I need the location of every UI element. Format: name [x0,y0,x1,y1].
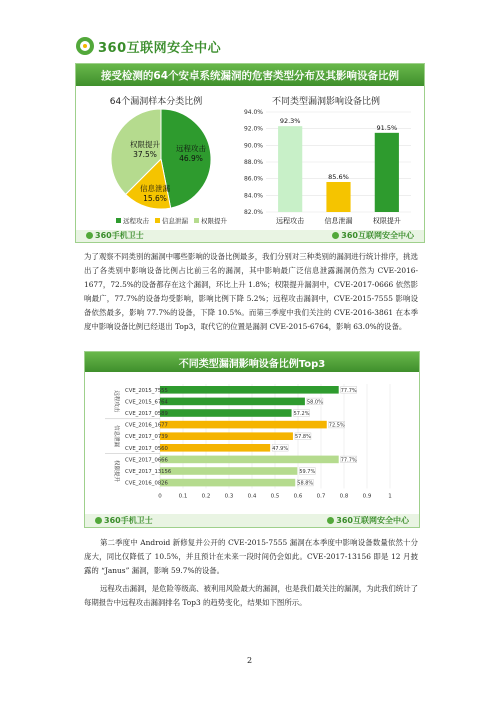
figure-1-banner: 接受检测的64个安卓系统漏洞的危害类型分布及其影响设备比例 [76,64,424,86]
x-tick-label: 1 [388,493,392,500]
bar [160,444,270,452]
y-tick-label: 90.0% [243,142,263,150]
x-tick-label: 0.9 [362,493,372,500]
bar [375,133,399,212]
footer-logo-right-2: 360互联网安全中心 [327,515,409,526]
bar-value-label: 85.6% [328,173,349,181]
y-category-label: CVE_2015_7555 [125,387,168,394]
bar [160,456,339,464]
legend-label-priv: 权限提升 [201,217,227,225]
header-logo [76,36,221,56]
x-tick-label: 0 [158,493,162,500]
y-category-label: CVE_2015_6764 [125,399,168,406]
y-tick-label: 84.0% [243,192,263,200]
bar [326,182,350,212]
y-category-label: CVE_2017_13156 [125,469,172,475]
bar-value-label: 58.0% [306,399,323,406]
figure-1 [75,63,425,243]
x-tick-label: 0.5 [270,493,280,500]
bar [160,479,295,487]
bar-value-label: 57.8% [294,434,311,441]
bar-value-label: 72.5% [328,422,345,429]
y-category-label: CVE_2017_0739 [125,434,168,441]
footer-logo-left-2: 360手机卫士 [95,515,153,526]
x-category-label: 远程攻击 [276,217,305,225]
bar [160,467,297,475]
x-tick-label: 0.8 [339,493,349,500]
x-tick-label: 0.3 [224,493,234,500]
bar [278,126,302,212]
bar [160,398,305,406]
bar-value-label: 59.7% [299,469,316,475]
footer-logo-left: 360手机卫士 [86,230,144,241]
page-number: 2 [246,656,253,665]
brand-name: 360互联网安全中心 [98,40,222,56]
y-tick-label: 94.0% [243,109,263,116]
paragraph-3: 远程攻击漏洞，是危险等级高、被利用风险最大的漏洞，也是我们最关注的漏洞，为此我们统计了每期报告中远程攻击漏洞排名 Top3 的趋势变化，结果如下图所示。 [84,584,418,607]
legend-label-remote: 远程攻击 [123,217,149,225]
legend-label-leak: 信息泄漏 [162,217,188,225]
pie-label-remote: 远程攻击 46.9% [176,144,206,163]
pie-title: 64个漏洞样本分类比例 [109,97,203,107]
bar-title: 不同类型漏洞影响设备比例 [271,97,380,107]
brand-dot-icon [95,517,102,524]
bar-value-label: 47.9% [272,445,289,452]
legend-swatch-remote [116,218,121,223]
x-tick-label: 0.6 [293,493,303,500]
pie-label-leak: 信息泄漏 15.6% [140,184,170,203]
y-tick-label: 82.0% [243,209,263,216]
bar-value-label: 91.5% [376,123,398,132]
paragraph-2: 第二季度中 Android 新修复并公开的 CVE-2015-7555 漏洞在本季度中影响设备数量依然十分庞大，同比仅降低了 10.5%，并且预计在未来一段时间仍会如此。CVE-2017-13156 即是 12 月披露的 “Janus” 漏洞，影响 59.7%的设备。 [84,538,418,575]
x-category-label: 权限提升 [372,217,401,225]
brand-logo-icon [76,37,94,55]
bar-chart [231,107,421,232]
paragraph-1: 为了观察不同类别的漏洞中哪些影响的设备比例最多，我们分别对三种类别的漏洞进行统计排序，挑选出了各类别中影响设备比例占比前三名的漏洞，其中影响最广泛信息泄露漏洞仍然为 CVE-2016-1677，72.5%的设备都存在这个漏洞，环比上升 1.8%；权限提升漏洞中，CVE-2017-0666 依然影响最广，77.7%的设备均受影响，影响比例下降 5.2%；远程攻击漏洞中，CVE-2015-7555 影响设备依然最多，影响 77.7%的设备，下降 10.5%。而第三季度中我们关注的 CVE-2016-3861 在本季度中影响设备比例已经退出 Top3，取代它的位置是漏洞 CVE-2015-6764，影响 63.0%的设备。 [84,252,418,331]
top3-bar-chart [85,372,419,512]
brand-dot-icon [327,517,334,524]
bar-value-label: 77.7% [340,457,357,464]
y-category-label: CVE_2017_0666 [125,457,168,464]
figure-2 [84,351,420,528]
y-tick-label: 88.0% [243,159,263,166]
legend-swatch-leak [155,218,160,223]
bar-value-label: 92.3% [279,117,301,126]
bar [160,386,339,394]
bar [160,421,327,429]
y-category-label: CVE_2016_0826 [125,480,168,487]
pie-legend [116,216,227,225]
x-tick-label: 0.1 [178,493,188,500]
group-label: 远程攻击 [113,390,119,413]
bar-value-label: 58.8% [297,480,314,487]
bar [160,409,292,417]
brand-dot-icon [86,232,93,239]
bar-value-label: 57.2% [293,411,310,417]
pie-label-priv: 权限提升 37.5% [130,140,160,159]
legend-swatch-priv [194,218,199,223]
x-category-label: 信息泄漏 [324,217,353,225]
y-category-label: CVE_2017_0589 [125,411,168,417]
x-tick-label: 0.4 [247,493,257,500]
y-category-label: CVE_2017_0560 [125,445,168,452]
bar-value-label: 77.7% [340,387,357,394]
bar [160,432,293,440]
figure-2-banner: 不同类型漏洞影响设备比例Top3 [85,352,419,372]
group-label: 信息泄漏 [113,425,119,448]
x-tick-label: 0.7 [316,493,326,500]
group-label: 权限提升 [113,459,119,483]
y-tick-label: 86.0% [243,175,263,183]
x-tick-label: 0.2 [201,493,211,500]
y-category-label: CVE_2016_1677 [125,422,168,429]
brand-dot-icon [332,232,339,239]
footer-logo-right: 360互联网安全中心 [332,230,414,241]
y-tick-label: 92.0% [243,125,263,133]
